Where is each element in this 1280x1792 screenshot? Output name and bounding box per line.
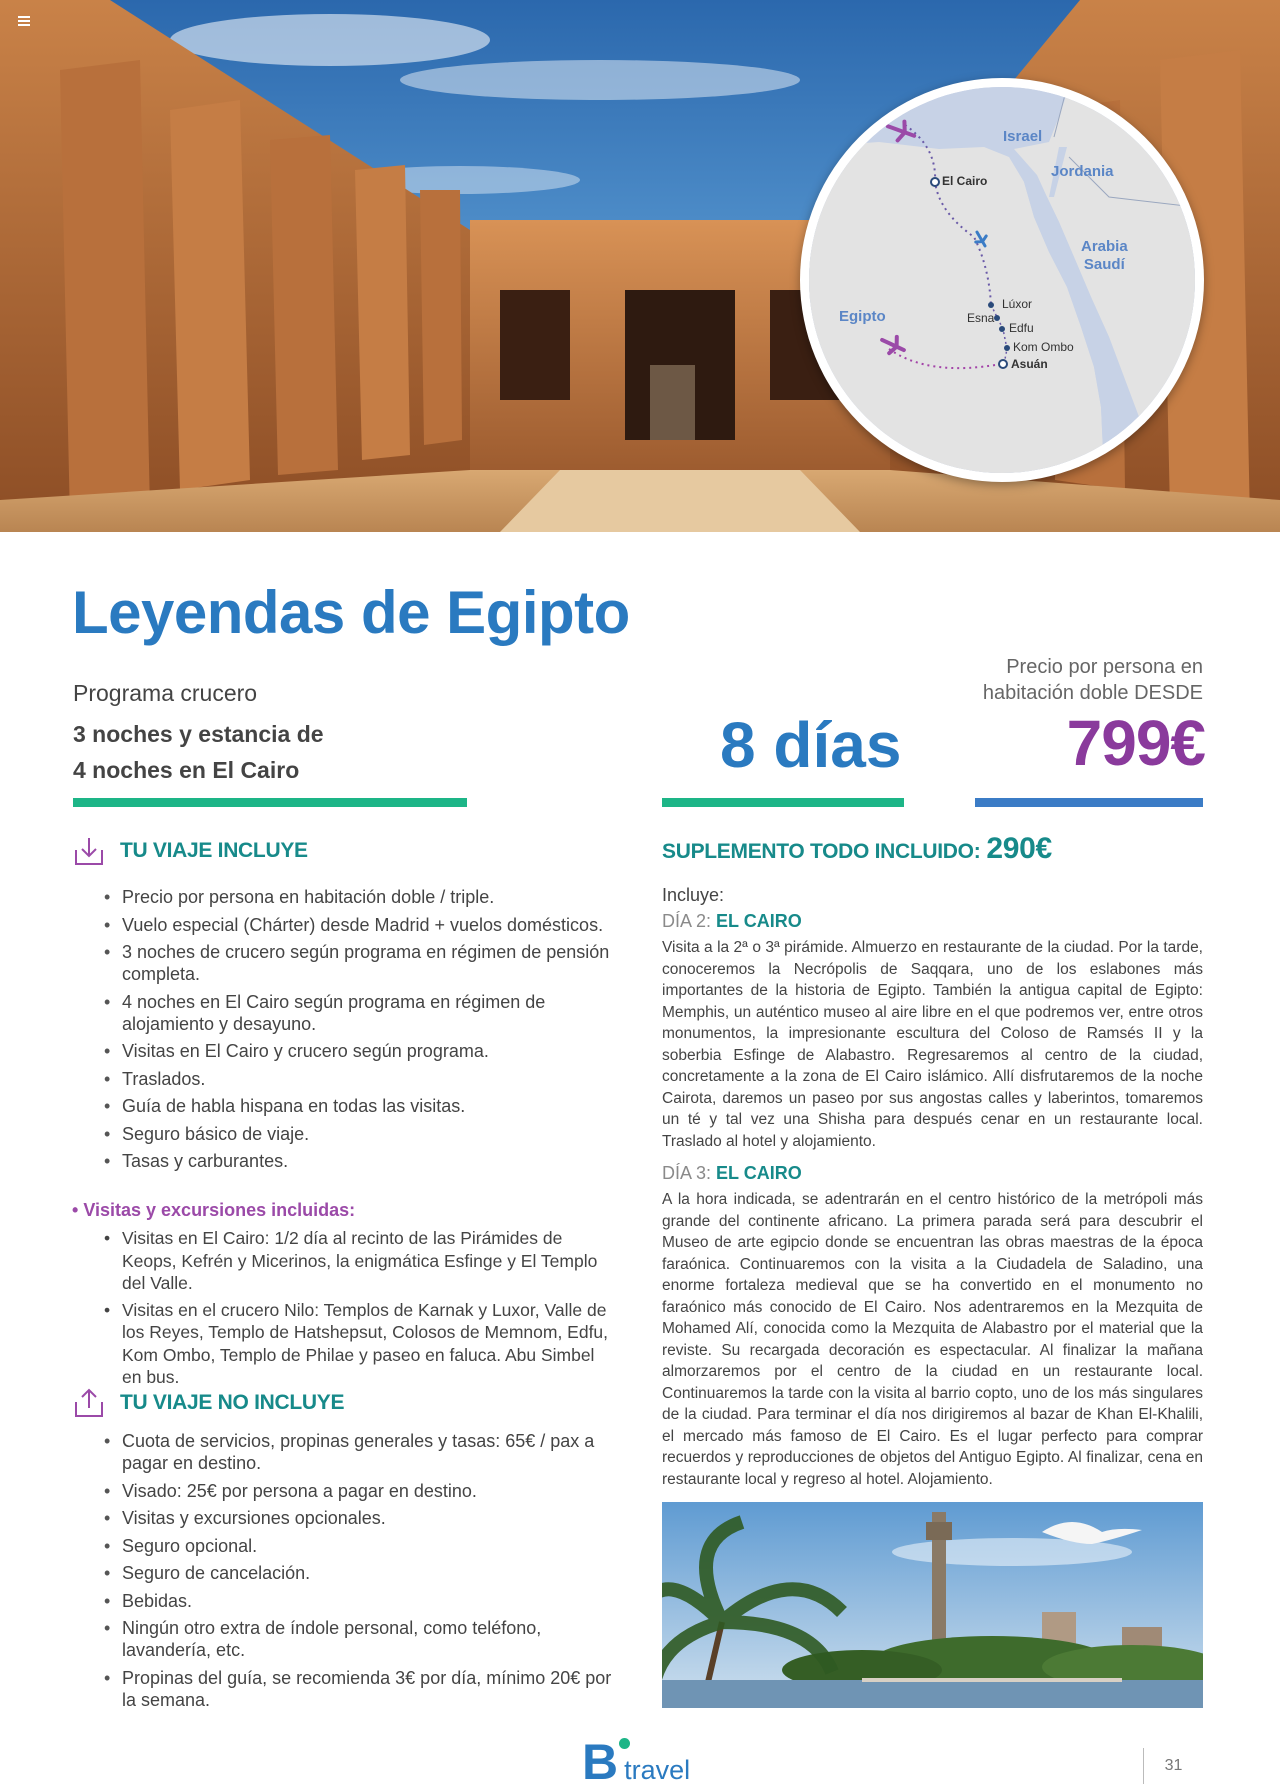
includes-label: Incluye: <box>662 885 725 905</box>
nights-summary <box>73 716 324 788</box>
hero-photo <box>0 0 1280 532</box>
map-city-edfu: Edfu <box>1009 321 1034 335</box>
price-note: Precio por persona en habitación doble DESDE <box>982 656 1203 704</box>
map-city-esna: Esna <box>967 311 995 325</box>
list-item: • Visitas y excursiones opcionales. <box>104 1507 624 1529</box>
menu-icon[interactable] <box>18 16 30 25</box>
logo-b: B <box>582 1740 618 1784</box>
excludes-heading-text: TU VIAJE NO INCLUYE <box>120 1391 345 1414</box>
download-icon <box>72 834 106 868</box>
list-item: • Visitas en El Cairo: 1/2 día al recinto de las Pirámides de Keops, Kefrén y Micerinos, la enigmática Esfinge y El Templo del Valle. <box>104 1227 614 1295</box>
map-label-saudi: Arabia Saudí <box>1081 238 1128 273</box>
list-item: • Seguro opcional. <box>104 1535 624 1557</box>
list-item: • Tasas y carburantes. <box>104 1150 614 1172</box>
logo-text: travel <box>624 1755 691 1785</box>
list-item: • Bebidas. <box>104 1590 624 1612</box>
price: 799€ <box>1066 707 1205 779</box>
list-item: • Ningún otro extra de índole personal, como teléfono, lavandería, etc. <box>104 1617 624 1661</box>
list-item: • Precio por persona en habitación doble / triple. <box>104 886 614 908</box>
upload-icon <box>72 1386 106 1420</box>
list-item: • Visado: 25€ por persona a pagar en destino. <box>104 1480 624 1502</box>
list-item: • Seguro de cancelación. <box>104 1562 624 1584</box>
includes-list <box>104 886 614 1178</box>
supplement-amount: 290€ <box>986 832 1052 865</box>
divider-bar <box>73 798 467 807</box>
list-item: • Propinas del guía, se recomienda 3€ por día, mínimo 20€ por la semana. <box>104 1667 624 1711</box>
map-label-jordan: Jordania <box>1051 163 1114 180</box>
nights-line-1: 3 noches y estancia de <box>73 721 324 747</box>
supplement-heading <box>662 832 1052 866</box>
map-city-kom-ombo: Kom Ombo <box>1013 340 1074 354</box>
day-2-title <box>662 911 802 932</box>
program-type: Programa crucero <box>73 680 258 706</box>
btravel-logo <box>582 1734 691 1790</box>
list-item: • 3 noches de crucero según programa en régimen de pensión completa. <box>104 941 614 985</box>
supplement-label: SUPLEMENTO TODO INCLUIDO: <box>662 840 981 863</box>
map-label-israel: Israel <box>1003 128 1043 145</box>
map-city-cairo: El Cairo <box>942 174 988 188</box>
trip-duration: 8 días <box>720 709 902 781</box>
list-item: • Seguro básico de viaje. <box>104 1123 614 1145</box>
day-3-prefix: DÍA 3: <box>662 1163 712 1183</box>
excludes-heading <box>72 1386 344 1420</box>
includes-heading-text: TU VIAJE INCLUYE <box>120 839 308 862</box>
map-city-aswan: Asuán <box>1011 357 1048 371</box>
divider-bar <box>662 798 904 807</box>
day-3-title <box>662 1163 802 1184</box>
map-city-luxor: Lúxor <box>1002 297 1033 311</box>
map-graphic <box>809 87 1195 473</box>
list-item: • Visitas en el crucero Nilo: Templos de Karnak y Luxor, Valle de los Reyes, Templo de Hatshepsut, Colosos de Memnom, Edfu, Kom Ombo, Templo de Philae y paseo en faluca. Abu Simbel en bus. <box>104 1299 614 1389</box>
page-title: Leyendas de Egipto <box>72 579 630 646</box>
day-3-text: A la hora indicada, se adentrarán en el centro histórico de la metrópoli más grande del continente africano. La primera parada será para descubrir el Museo de arte egipcio donde se encuentran las obras maestras de la época faraónica. Continuaremos con la visita a la Ciudadela de Saladino, una enorme fortaleza medieval que se ha convertido en el monumento no faraónico más conocido de El Cairo. Nos adentraremos en la Mezquita de Mohamed Alí, conocida como la Mezquita de Alabastro por el material que la reviste. Su recargada decoración es espectacular. Al finalizar la mañana almorzaremos por el centro de la ciudad en un restaurante local. Continuaremos la tarde con la visita al barrio copto, uno de los más singulares de la ciudad. Para terminar el día nos dirigiremos al bazar de Khan El-Khalili, el mercado más famoso de El Cairo. Es el lugar perfecto para comprar recuerdos y reproducciones de objetos del Antiguo Egipto. Al finalizar, cena en restaurante local y regreso al hotel. Alojamiento. <box>662 1191 1203 1488</box>
excludes-list <box>104 1430 624 1716</box>
list-item: • Vuelo especial (Chárter) desde Madrid + vuelos domésticos. <box>104 914 614 936</box>
list-item: • 4 noches en El Cairo según programa en régimen de alojamiento y desayuno. <box>104 991 614 1035</box>
cairo-skyline <box>662 1502 1203 1708</box>
list-item: • Traslados. <box>104 1068 614 1090</box>
day-2-name: EL CAIRO <box>716 911 802 931</box>
day-2-prefix: DÍA 2: <box>662 911 712 931</box>
visits-heading: • Visitas y excursiones incluidas: <box>72 1200 355 1221</box>
divider-bar <box>975 798 1203 807</box>
day-2-text: Visita a la 2ª o 3ª pirámide. Almuerzo en restaurante de la ciudad. Por la tarde, conoceremos la Necrópolis de Saqqara, uno de los eslabones más importantes de la historia de Egipto. También la antigua capital de Egipto: Memphis, un auténtico museo al aire libre en el que podremos ver, entre otros monumentos, la impresionante escultura del Coloso de Ramsés II y la soberbia Esfinge de Alabastro. Regresaremos al centro de la ciudad, concretamente a la zona de El Cairo islámico. Allí disfrutaremos de la noche Cairota, daremos un paseo por sus angostas calles y laberintos, tomaremos un té y tal vez una Shisha para después cenar en un restaurante local. Traslado al hotel y alojamiento. <box>662 939 1203 1150</box>
route-map <box>800 78 1204 482</box>
list-item: • Guía de habla hispana en todas las visitas. <box>104 1095 614 1117</box>
page-number: 31 <box>1143 1748 1203 1784</box>
visits-list <box>104 1227 614 1393</box>
nights-line-2: 4 noches en El Cairo <box>73 757 300 783</box>
list-item: • Cuota de servicios, propinas generales y tasas: 65€ / pax a pagar en destino. <box>104 1430 624 1474</box>
includes-heading <box>72 834 308 868</box>
cairo-photo <box>662 1502 1203 1708</box>
day-3-name: EL CAIRO <box>716 1163 802 1183</box>
list-item: • Visitas en El Cairo y crucero según programa. <box>104 1040 614 1062</box>
map-label-egypt: Egipto <box>839 308 886 325</box>
